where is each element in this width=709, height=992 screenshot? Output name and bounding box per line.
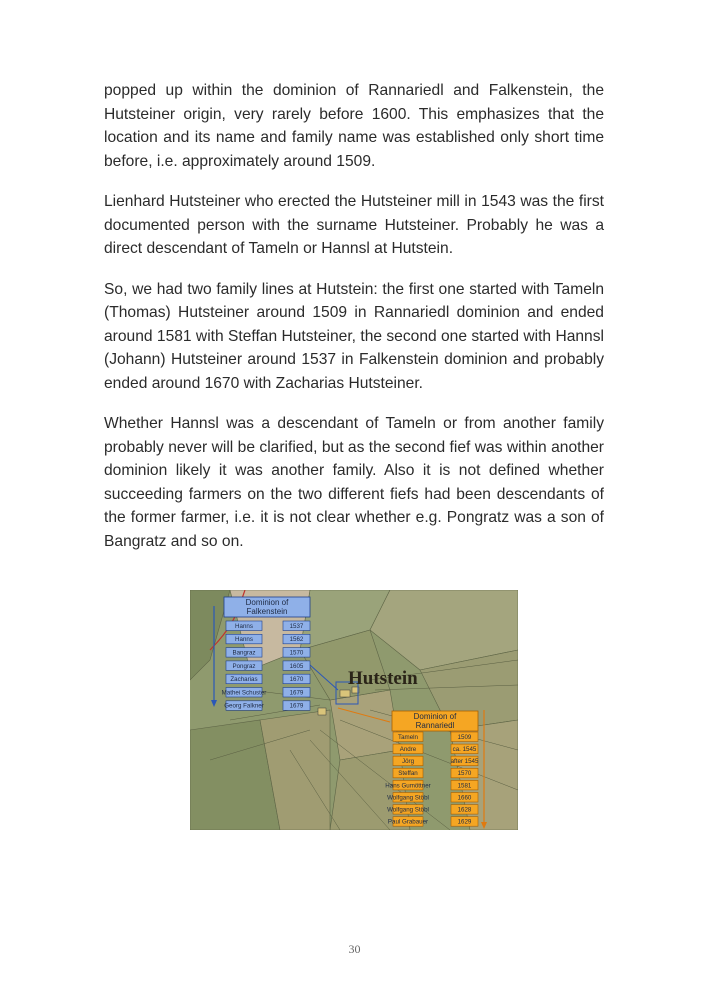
falkenstein-row-name: Zacharias bbox=[230, 676, 258, 684]
falkenstein-row-name: Mathei Schuster bbox=[221, 689, 267, 697]
falkenstein-row-name: Georg Falkner bbox=[224, 702, 264, 710]
rannariedl-row-year: 1509 bbox=[457, 733, 472, 741]
rannariedl-row-year: ca. 1545 bbox=[452, 746, 477, 753]
paragraph-4: Whether Hannsl was a descendant of Tameln or from another family probably never will be clarified, but as the second fief was within another dominion likely it was another family. Also it is not defined whether succeeding farmers on the two different fiefs had been descendants of the former farmer, i.e. it is not clear whether e.g. Pongratz was a son of Bangratz and so on. bbox=[104, 415, 604, 550]
body-text bbox=[104, 79, 604, 570]
rannariedl-row-year: 1570 bbox=[457, 770, 472, 778]
rannariedl-row-name: Paul Grabauer bbox=[387, 818, 429, 826]
rannariedl-row-year: 1581 bbox=[457, 782, 472, 790]
falkenstein-title-2: Falkenstein bbox=[246, 607, 288, 616]
rannariedl-title-1: Dominion of bbox=[413, 712, 457, 721]
falkenstein-row-name: Hanns bbox=[235, 622, 253, 630]
rannariedl-row-name: Wolfgang Stöbl bbox=[387, 794, 429, 802]
falkenstein-row-name: Bangraz bbox=[232, 649, 256, 657]
rannariedl-row-name: Steffan bbox=[398, 770, 418, 778]
rannariedl-title-2: Rannariedl bbox=[415, 721, 455, 730]
falkenstein-row-year: 1679 bbox=[289, 702, 304, 710]
paragraph-3: So, we had two family lines at Hutstein: the first one started with Tameln (Thomas) Hutsteiner around 1509 in Rannariedl dominion and ended around 1581 with Steffan Hutsteiner, the second one started with Hannsl (Johann) Hutsteiner around 1537 in Falkenstein dominion and probably ended around 1670 with Zacharias Hutsteiner. bbox=[104, 280, 604, 392]
falkenstein-row-year: 1537 bbox=[289, 622, 304, 630]
map-svg bbox=[190, 590, 518, 830]
rannariedl-row-name: Tameln bbox=[398, 733, 418, 741]
rannariedl-row-name: Hans Gumöttner bbox=[385, 782, 431, 790]
falkenstein-row-name: Hanns bbox=[235, 636, 253, 644]
paragraph-2: Lienhard Hutsteiner who erected the Hutsteiner mill in 1543 was the first documented person with the surname Hutsteiner. Probably he was a direct descendant of Tameln or Hannsl at Hutstein. bbox=[104, 193, 604, 257]
paragraph-1: popped up within the dominion of Rannariedl and Falkenstein, the Hutsteiner origin, very rarely before 1600. This emphasizes that the location and its name and family name was established only short time before, i.e. approximately around 1509. bbox=[104, 82, 604, 170]
falkenstein-row-year: 1670 bbox=[289, 676, 304, 684]
map-label-hutstein: Hutstein bbox=[348, 668, 418, 689]
rannariedl-row-year: 1660 bbox=[457, 794, 472, 802]
rannariedl-row-year: 1629 bbox=[457, 818, 472, 826]
rannariedl-row-name: Jörg bbox=[401, 758, 415, 766]
rannariedl-row-name: Andre bbox=[399, 746, 417, 753]
falkenstein-row-name: Pongraz bbox=[232, 662, 256, 670]
rannariedl-row-year: after 1545 bbox=[450, 758, 479, 766]
page-number: 30 bbox=[348, 942, 361, 956]
falkenstein-title-1: Dominion of bbox=[245, 598, 289, 607]
falkenstein-row-year: 1679 bbox=[289, 689, 304, 697]
hutstein-map-figure bbox=[190, 590, 518, 830]
rannariedl-row-name: Wolfgang Stöbl bbox=[387, 806, 429, 814]
falkenstein-row-year: 1570 bbox=[289, 649, 304, 657]
falkenstein-row-year: 1605 bbox=[289, 662, 304, 670]
falkenstein-row-year: 1562 bbox=[289, 636, 304, 644]
rannariedl-row-year: 1628 bbox=[457, 806, 472, 814]
